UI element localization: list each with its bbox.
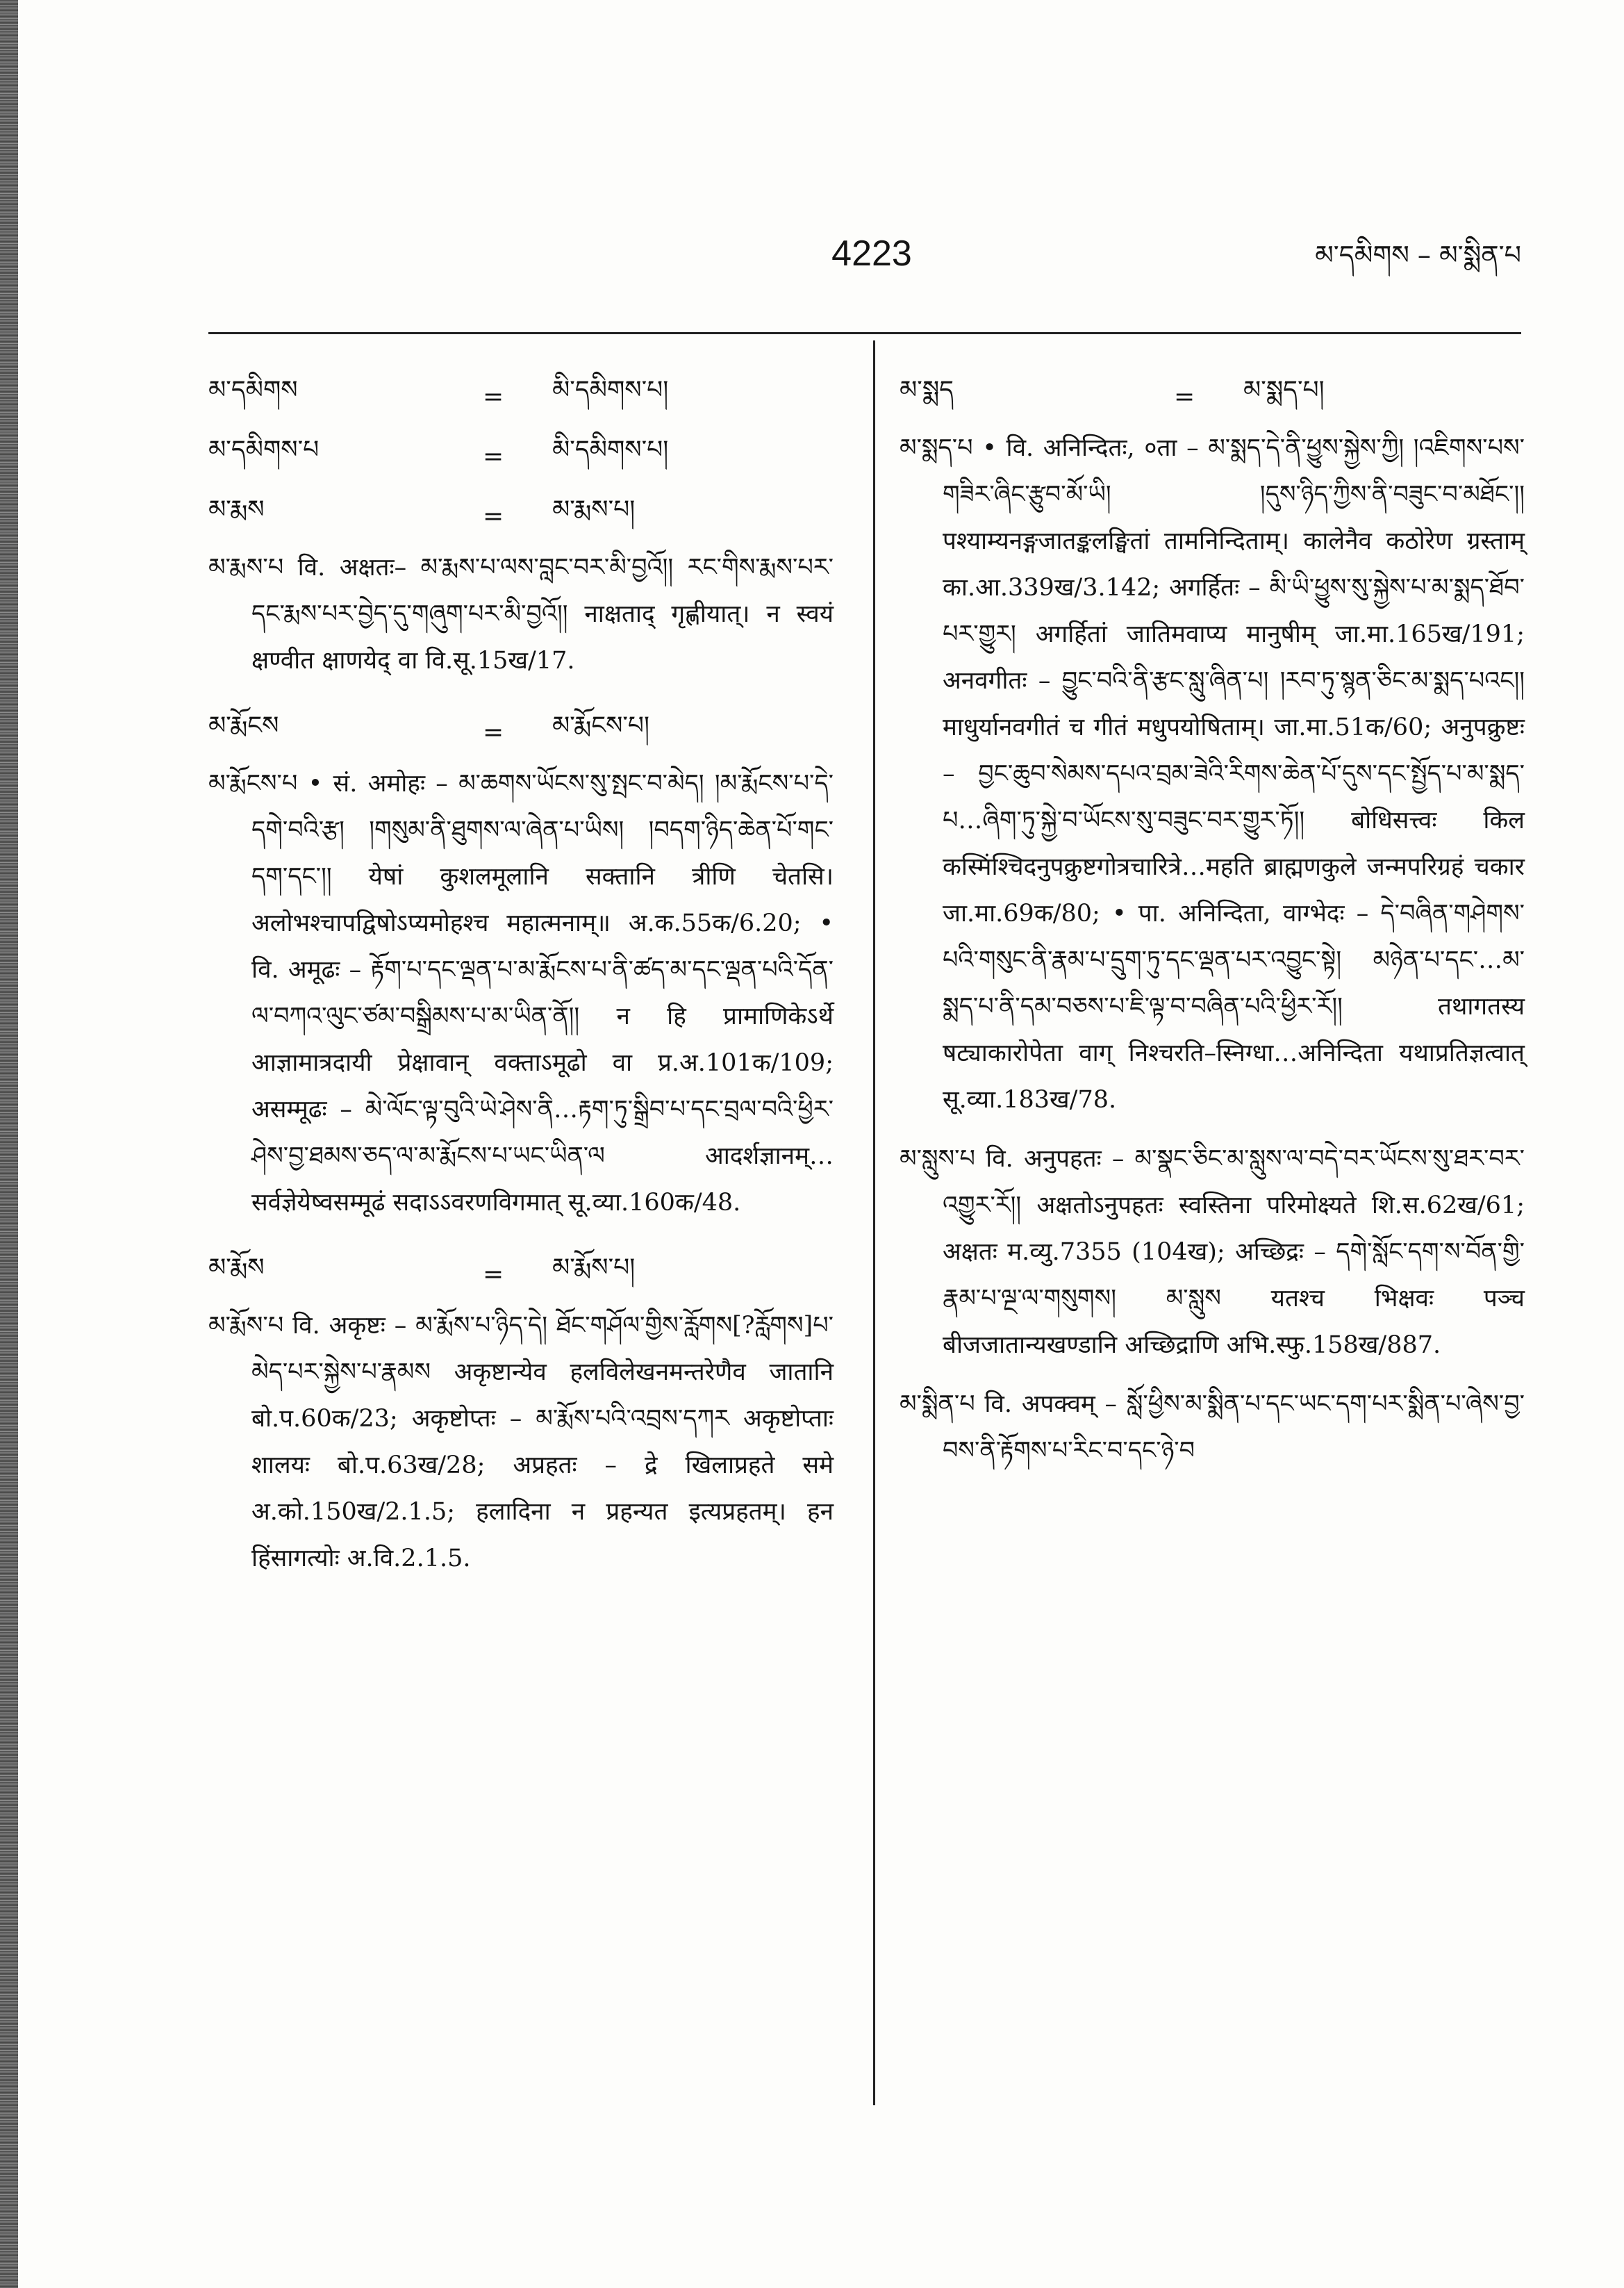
xref-target: མི་དམིགས་པ། [552, 436, 669, 464]
xref-target: མ་རྨོངས་པ། [552, 711, 650, 740]
xref-entry [208, 481, 834, 541]
xref-target: མ་རྨས་པ། [552, 495, 636, 524]
headword: མ་རྨོས [208, 1253, 265, 1282]
left-column [208, 361, 834, 1595]
xref-target: མི་དམིགས་པ། [552, 376, 669, 404]
page-number: 4223 [831, 233, 912, 274]
header-rule [208, 332, 1521, 334]
scan-binding-edge [0, 0, 18, 2288]
headword: མ་རྨོངས [208, 711, 279, 740]
running-head: མ་དམིགས – མ་སྨིན་པ [1315, 240, 1521, 270]
xref-entry [208, 697, 834, 757]
dictionary-entry: མ་རྨས་པ वि. अक्षतः– མ་རྨས་པ་ལས་བླང་བར་མི་བྱའོ།། རང་གིས་རྨས་པར་དང་རྨས་པར་བྱེད་དུ་གཞུག་པར་མི་བྱའོ།། नाक्षताद् गृह्णीयात्। न स्वयं क्षण्वीत क्षाणयेद् वा वि.सू.15ख/17. [208, 554, 834, 675]
xref-entry [208, 361, 834, 421]
xref-entry [208, 421, 834, 481]
equals-sign: = [483, 1260, 504, 1289]
headword: མ་སྨད [900, 376, 954, 404]
equals-sign: = [483, 718, 504, 747]
headword: མ་རྨས [208, 495, 265, 524]
dictionary-entry: མ་རྨོས་པ वि. अकृष्टः – མ་རྨོས་པ་ཉིད་དེ། ཐོང་གཤོལ་གྱིས་རློགས[?རློགས]པ་མེད་པར་སྐྱེས་པ་རྣམས अकृष्टान्येव हलविलेखनमन्तरेणैव जातानि बो.प.60क/23; अकृष्टोप्तः – མ་རྨོས་པའི་འབྲས་དཀར अकृष्टोप्ताः शालयः बो.प.63ख/28; अप्रहतः – द्रे खिलाप्रहते समे अ.को.150ख/2.1.5; हलादिना न प्रहन्यत इत्यप्रहतम्। हन हिंसागत्योः अ.वि.2.1.5. [208, 1312, 834, 1572]
dictionary-entry: མ་སྨད་པ • वि. अनिन्दितः, ०ता – མ་སྨད་དེ་ནི་ཕྱུས་སྐྱེས་ཀྱི། །འཇིགས་པས་གཟིར་ཞིང་རྩུབ་མོ་ཡི། །དུས་ཉིད་ཀྱིས་ནི་བཟུང་བ་མཐོང་།། पश्याम्यनङ्गजातङ्कलङ्घितां तामनिन्दिताम्। कालेनैव कठोरेण ग्रस्ताम् का.आ.339ख/3.142; अगर्हितः – མི་ཡི་ཕྱུས་སུ་སྐྱེས་པ་མ་སྨད་ཐོབ་པར་གྱུར། अगर्हितां जातिमवाप्य मानुषीम् जा.मा.165ख/191; अनवगीतः – བྱུང་བའི་ནི་རྩང་སླུ་ཞིན་པ། །རབ་ཏུ་སྙན་ཅིང་མ་སྨད་པའང།། माधुर्यानवगीतं च गीतं मधुपयोषिताम्। जा.मा.51क/60; अनुपक्रुष्टः – བྱང་ཆུབ་སེམས་དཔའ་བྲམ་ཟེའི་རིགས་ཆེན་པོ་དུས་དང་སྤྱོད་པ་མ་སྨད་པ…ཞིག་ཏུ་སྐྱེ་བ་ཡོངས་སུ་བཟུང་བར་གྱུར་ཏོ།། बोधिसत्त्वः किल कस्मिंश्चिदनुपक्रुष्टगोत्रचारित्रे…महति ब्राह्मणकुले जन्मपरिग्रहं चकार जा.मा.69क/80; • पा. अनिन्दिता, वाग्भेदः – དེ་བཞིན་གཤེགས་པའི་གསུང་ནི་རྣམ་པ་དྲུག་ཏུ་དང་ལྡན་པར་འབྱུང་སྟེ། མཉེན་པ་དང་…མ་སྨད་པ་ནི་དམ་བཅས་པ་ཇི་ལྟ་བ་བཞིན་པའི་ཕྱིར་རོ།། तथागतस्य षट्याकारोपेता वाग् निश्चरति–स्निग्धा…अनिन्दिता यथाप्रतिज्ञत्वात् सू.व्या.183ख/78. [900, 434, 1525, 1114]
equals-sign: = [483, 442, 504, 471]
xref-target: མ་སྨད་པ། [1243, 376, 1325, 404]
equals-sign: = [483, 502, 504, 531]
xref-entry [208, 1239, 834, 1299]
dictionary-entry: མ་རྨོངས་པ • सं. अमोहः – མ་ཆགས་ཡོངས་སུ་སྤང་བ་མེད། །མ་རྨོངས་པ་དེ་དགེ་བའི་རྩ། །གསུམ་ནི་ཐུགས་ལ་ཞེན་པ་ཡིས། །བདག་ཉིད་ཆེན་པོ་གང་དག་དང་།། येषां कुशलमूलानि सक्तानि त्रीणि चेतसि। अलोभश्चापद्विषोऽप्यमोहश्च महात्मनाम्॥ अ.क.55क/6.20; • वि. अमूढः – རྟོག་པ་དང་ལྡན་པ་མ་རྨོངས་པ་ནི་ཚད་མ་དང་ལྡན་པའི་དོན་ལ་བཀའ་ལུང་ཙམ་བསྒྲིམས་པ་མ་ཡིན་ནོ།། न हि प्रामाणिकेऽर्थे आज्ञामात्रदायी प्रेक्षावान् वक्ताऽमूढो वा प्र.अ.101क/109; असम्मूढः – མེ་ལོང་ལྟ་བུའི་ཡེ་ཤེས་ནི…རྟག་ཏུ་སྒྲིབ་པ་དང་བྲལ་བའི་ཕྱིར་ཤེས་བྱ་ཐམས་ཅད་ལ་མ་རྨོངས་པ་ཡང་ཡིན་ལ आदर्शज्ञानम्…सर्वज्ञेयेष्वसम्मूढं सदाऽऽवरणविगमात् सू.व्या.160क/48. [208, 770, 834, 1217]
column-divider [873, 340, 875, 2105]
headword: མ་དམིགས་པ [208, 436, 320, 464]
dictionary-entry: མ་སླུས་པ वि. अनुपहतः – མ་སྣང་ཅིང་མ་སླུས་ལ་བདེ་བར་ཡོངས་སུ་ཐར་བར་འགྱུར་རོ།། अक्षतोऽनुपहतः स्वस्तिना परिमोक्ष्यते शि.स.62ख/61; अक्षतः म.व्यु.7355 (104ख); अच्छिद्रः – དགེ་སློང་དག་ས་བོན་གྱི་རྣམ་པ་ལྔ་ལ་གསུགས། མ་སླུས यतश्च भिक्षवः पञ्च बीजजातान्यखण्डानि अच्छिद्राणि अभि.स्फु.158ख/887. [900, 1145, 1525, 1359]
equals-sign: = [483, 382, 504, 411]
xref-entry [900, 361, 1525, 421]
equals-sign: = [1174, 382, 1195, 411]
headword: མ་དམིགས [208, 376, 298, 404]
dictionary-entry: མ་སྨིན་པ वि. अपक्वम् – སློ་ཕྱིས་མ་སྨིན་པ་དང་ཡང་དག་པར་སྨིན་པ་ཞེས་བྱ་བས་ནི་རྟོགས་པ་རིང་བ་དང་ཉེ་བ [900, 1390, 1525, 1465]
xref-target: མ་རྨོས་པ། [552, 1253, 636, 1282]
right-column [900, 361, 1525, 1487]
